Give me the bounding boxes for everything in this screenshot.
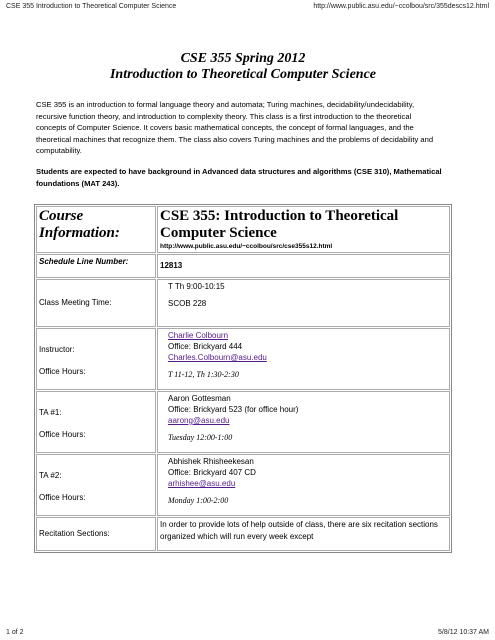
course-header-row <box>36 206 450 253</box>
instructor-value <box>157 328 450 390</box>
course-url: http://www.public.asu.edu/~ccolbou/src/cse355s12.html <box>160 243 333 250</box>
print-timestamp: 5/8/12 10:37 AM <box>438 629 489 636</box>
schedule-row <box>36 254 450 278</box>
print-footer <box>6 629 489 636</box>
print-header-url: http://www.public.asu.edu/~ccolbou/src/355descs12.html <box>313 3 489 10</box>
ta1-value <box>157 391 450 453</box>
meeting-row <box>36 279 450 327</box>
recitation-row <box>36 517 450 551</box>
meeting-value <box>157 279 450 327</box>
recitation-label: Recitation Sections: <box>36 517 156 551</box>
instructor-office: Office: Brickyard 444 <box>168 342 243 351</box>
ta1-label: TA #1: <box>39 408 62 417</box>
page-number: 1 of 2 <box>6 629 24 636</box>
schedule-label: Schedule Line Number: <box>36 254 156 278</box>
instructor-name-link[interactable]: Charlie Colbourn <box>168 331 229 340</box>
ta1-row <box>36 391 450 453</box>
ta1-name: Aaron Gottesman <box>168 394 231 403</box>
meeting-room: SCOB 228 <box>168 299 207 308</box>
ta1-hours: Tuesday 12:00-1:00 <box>168 433 233 442</box>
page-title <box>34 51 452 83</box>
ta2-name: Abhishek Rhisheekesan <box>168 457 254 466</box>
ta2-email-link[interactable]: arhishee@asu.edu <box>168 479 236 488</box>
instructor-hours: T 11-12, Th 1:30-2:30 <box>168 370 239 379</box>
ta1-office-hours-label: Office Hours: <box>39 430 86 439</box>
course-info-label: Course Information: <box>36 206 156 253</box>
instructor-email-link[interactable]: Charles.Colbourn@asu.edu <box>168 353 267 362</box>
ta1-office: Office: Brickyard 523 (for office hour) <box>168 405 299 414</box>
title-line-2: Introduction to Theoretical Computer Science <box>109 67 376 82</box>
ta2-label: TA #2: <box>39 471 62 480</box>
recitation-text: In order to provide lots of help outside of class, there are six recitation sections organized which will run every week except <box>157 517 450 551</box>
ta2-labels <box>36 454 156 516</box>
course-heading: CSE 355: Introduction to Theoretical Computer Science <box>160 208 399 241</box>
ta2-office: Office: Brickyard 407 CD <box>168 468 256 477</box>
print-header-title: CSE 355 Introduction to Theoretical Computer Science <box>6 3 177 10</box>
instructor-office-hours-label: Office Hours: <box>39 367 86 376</box>
ta2-value <box>157 454 450 516</box>
prerequisites-paragraph: Students are expected to have background in Advanced data structures and algorithms (CSE 310), Mathematical foundations (MAT 243). <box>36 167 442 188</box>
instructor-row <box>36 328 450 390</box>
ta1-labels <box>36 391 156 453</box>
ta2-office-hours-label: Office Hours: <box>39 493 86 502</box>
ta2-hours: Monday 1:00-2:00 <box>168 496 229 505</box>
ta2-row <box>36 454 450 516</box>
schedule-value: 12813 <box>157 254 450 278</box>
intro-paragraph: CSE 355 is an introduction to formal language theory and automata; Turing machines, decidability/undecidability, recursive function theory, and introduction to complexity theory. This class is a first introduction to the theoretical concepts of Computer Science. It covers basic mathematical concepts, the concept of formal languages, and the theoretical machines that recognize them. The class also covers Turing machines and the problems of decidability and computability. <box>36 100 434 155</box>
meeting-time: T Th 9:00-10:15 <box>168 282 225 291</box>
ta1-email-link[interactable]: aarong@asu.edu <box>168 416 230 425</box>
title-line-1: CSE 355 Spring 2012 <box>180 51 306 66</box>
course-heading-cell <box>157 206 450 253</box>
course-info-table <box>34 204 452 553</box>
print-header <box>6 3 489 10</box>
instructor-label: Instructor: <box>39 345 75 354</box>
instructor-labels <box>36 328 156 390</box>
meeting-label: Class Meeting Time: <box>36 279 156 327</box>
